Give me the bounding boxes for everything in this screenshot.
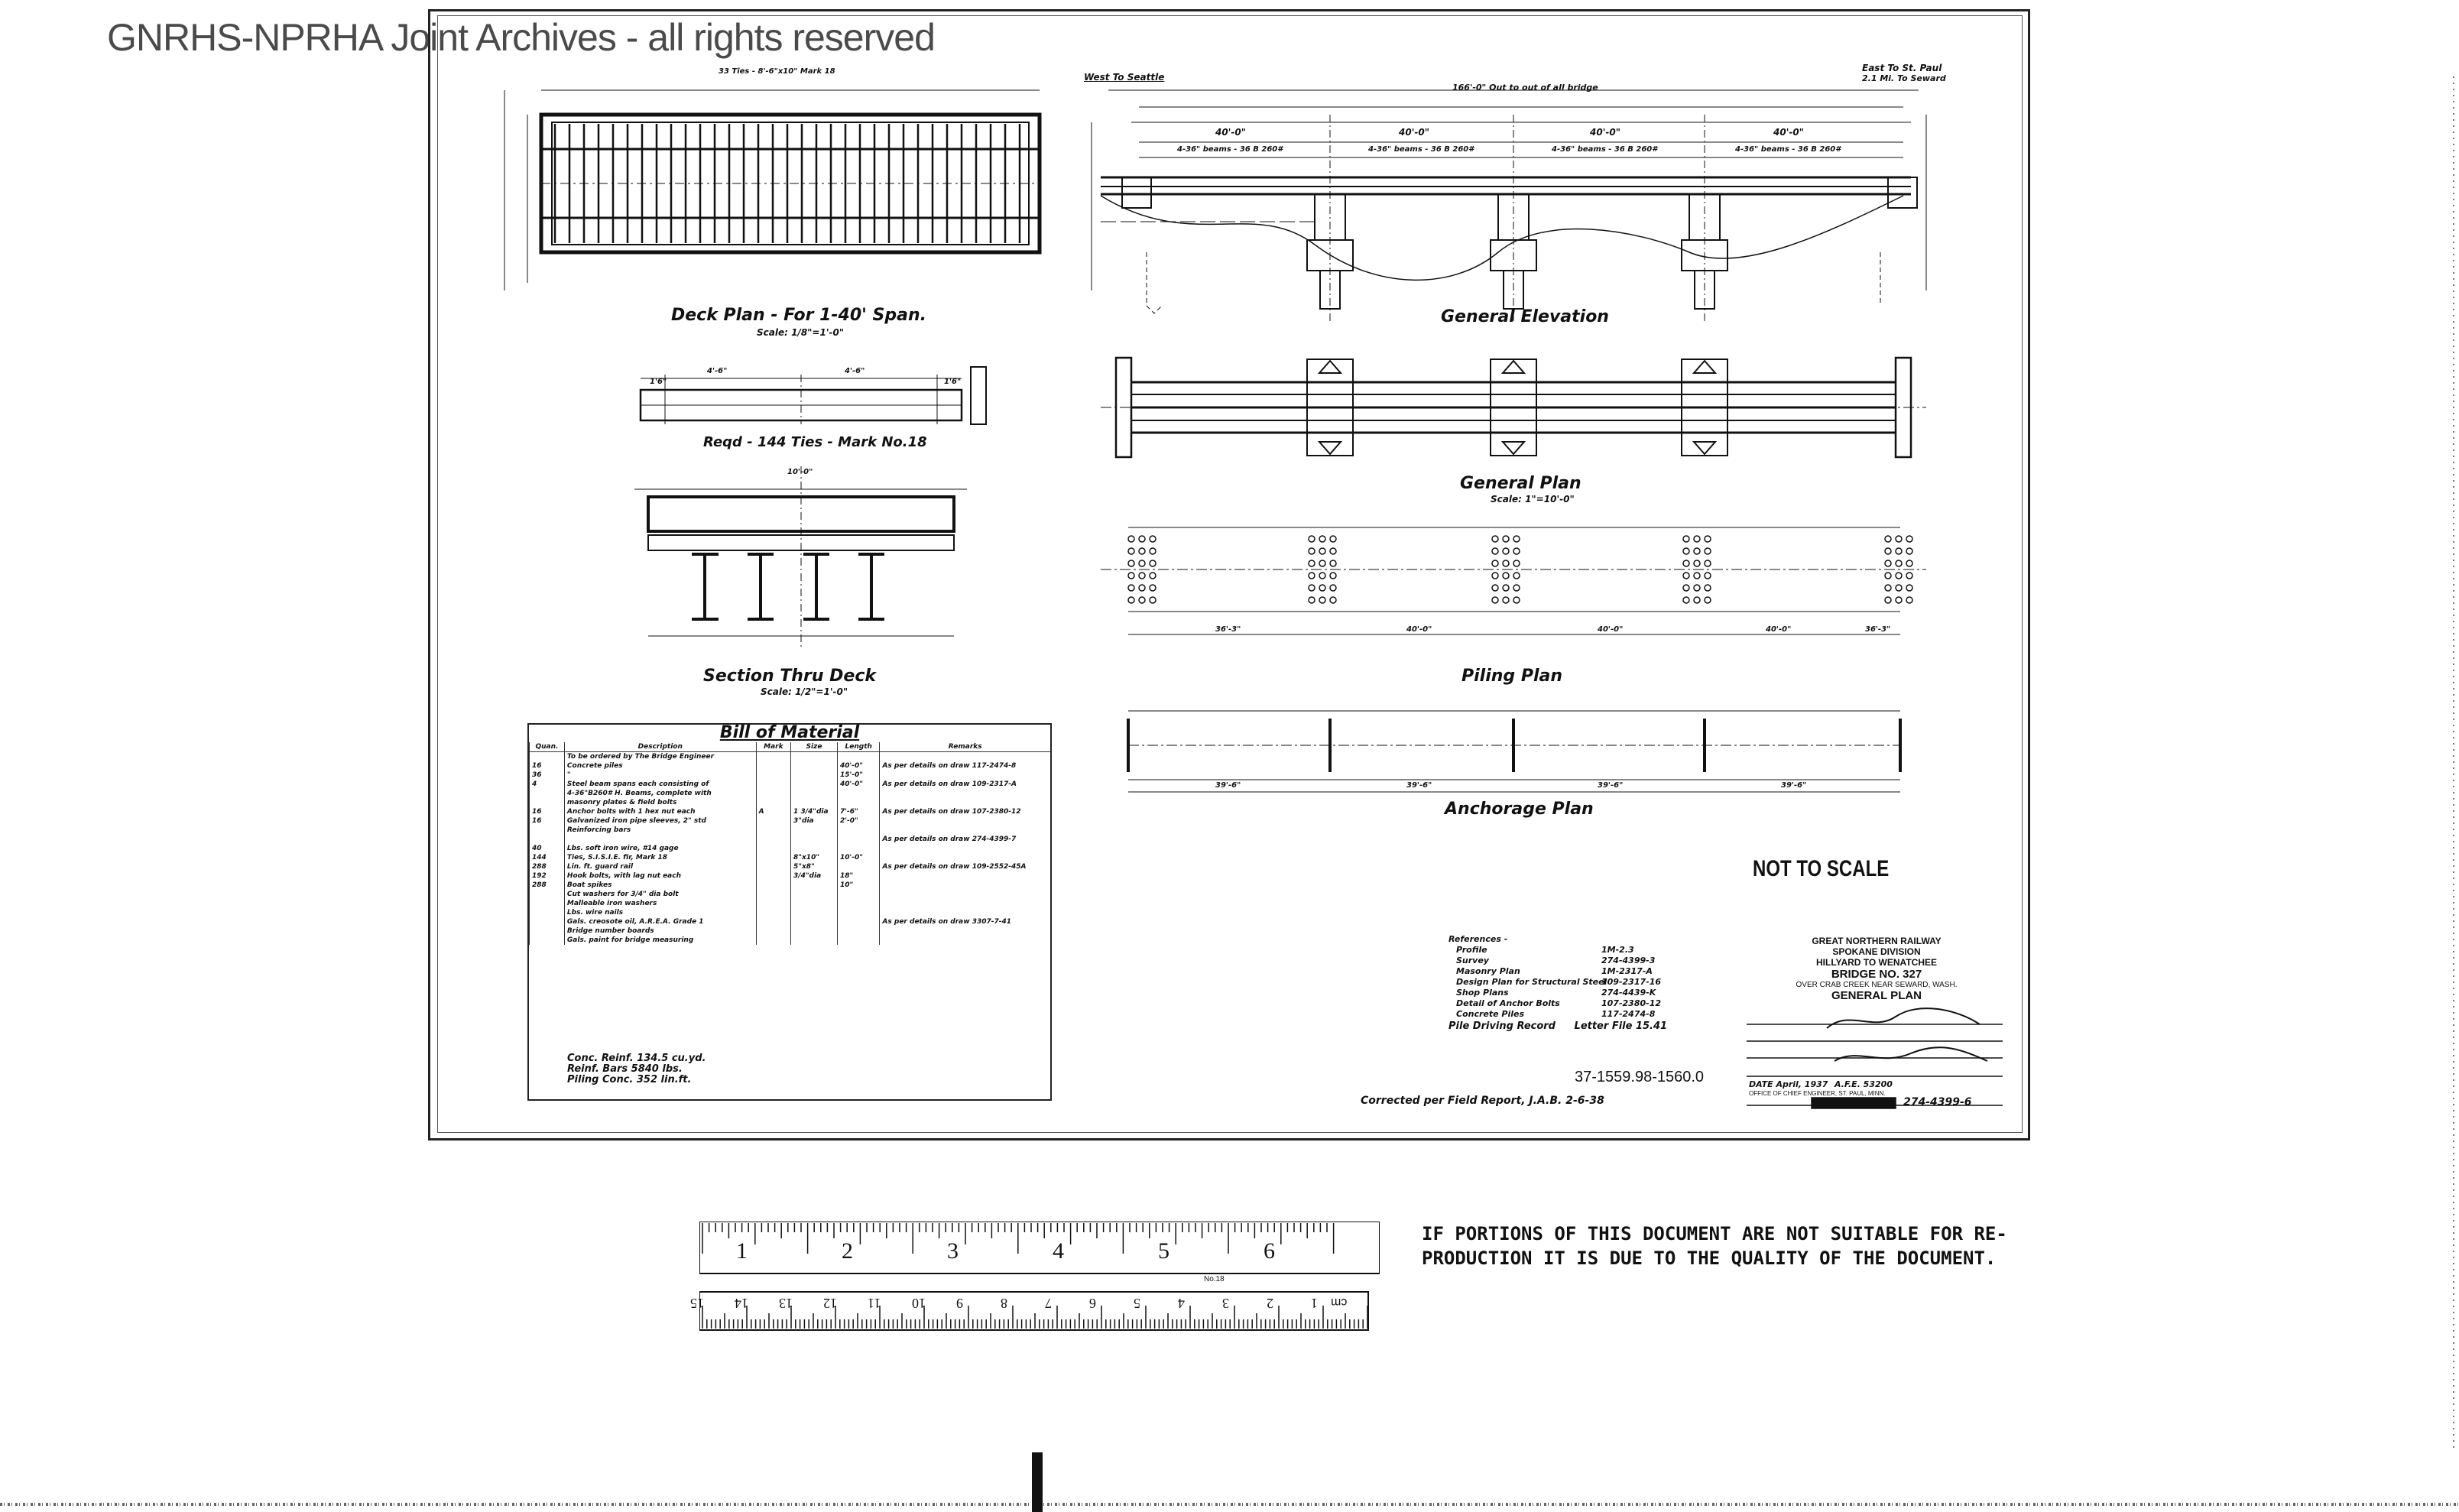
bom-row [530,936,1051,945]
ruler-cm-label: 6 [1089,1296,1096,1311]
ruler-cm-label: 14 [735,1296,748,1311]
reference-number: 107-2380-12 [1601,998,1662,1008]
bom-cell [756,826,790,835]
plan-scale: Scale: 1"=10'-0" [1491,494,1575,505]
beam-label-2: 4-36" beams - 36 B 260# [1368,145,1474,154]
reference-number: 109-2317-16 [1601,977,1662,987]
tb-sheet: GENERAL PLAN [1831,989,1922,1002]
bom-cell: To be ordered by The Bridge Engineer [564,752,756,762]
bom-cell: 8"x10" [791,853,838,862]
pile-dim-5: 36'-3" [1865,625,1891,634]
bom-cell [756,816,790,826]
bom-cell [838,890,880,899]
bom-cell: 16 [530,761,565,771]
scan-artifact-bar [1032,1452,1043,1512]
reference-number: 1M-2.3 [1601,945,1634,955]
bom-cell [530,752,565,762]
bom-cell: masonry plates & field bolts [564,798,756,807]
bom-cell: 5"x8" [791,862,838,871]
bom-cell: Steel beam spans each consisting of [564,780,756,789]
tie-dim-3: 4'-6" [845,367,865,375]
bom-row [530,771,1051,780]
reference-number: 274-4439-K [1601,988,1656,998]
pile-dim-2: 40'-0" [1406,625,1432,634]
bom-cell [756,844,790,853]
bom-cell [880,908,1050,917]
ruler-inch-label: 5 [1158,1238,1169,1264]
reference-name: Concrete Piles [1456,1009,1525,1019]
ruler-cm-label: 4 [1178,1296,1185,1311]
bom-cell [756,789,790,798]
bom-cell [880,826,1050,835]
bom-cell [756,752,790,762]
bom-cell [880,816,1050,826]
deck-plan-drawing [504,90,1040,290]
tie-detail-drawing [641,367,986,424]
bom-row [530,917,1051,926]
bom-row [530,798,1051,807]
bom-cell: Malleable iron washers [564,899,756,908]
bill-of-material-box [527,723,1052,1101]
deck-plan-title: Deck Plan - For 1-40' Span. [671,306,926,325]
disclaimer-line-1: IF PORTIONS OF THIS DOCUMENT ARE NOT SUITABLE FOR RE- [1422,1223,2007,1244]
bom-cell [791,881,838,890]
tb-division: SPOKANE DIVISION [1832,946,1921,957]
ruler-graphic [699,1222,1380,1336]
bom-cell [838,899,880,908]
bom-cell [880,936,1050,945]
ruler-cm-label: 7 [1045,1296,1052,1311]
bom-cell [838,835,880,844]
pile-dim-1: 36'-3" [1215,625,1241,634]
bom-cell: Lbs. wire nails [564,908,756,917]
bom-cell [791,789,838,798]
anchor-dim-3: 39'-6" [1598,781,1624,790]
reference-name: Survey [1456,956,1489,965]
bom-cell [756,853,790,862]
disclaimer-line-2: PRODUCTION IT IS DUE TO THE QUALITY OF THE DOCUMENT. [1422,1248,1997,1269]
bom-row [530,862,1051,871]
bom-row [530,752,1051,762]
bom-row [530,926,1051,936]
span-dim-2: 40'-0" [1399,127,1429,138]
bom-cell: 36 [530,771,565,780]
bom-total-line: Piling Conc. 352 lin.ft. [567,1074,692,1085]
tb-date: DATE April, 1937 [1749,1079,1828,1089]
bom-cell: Bridge number boards [564,926,756,936]
bom-cell [838,826,880,835]
span-dim-4: 40'-0" [1773,127,1804,138]
bom-cell [791,899,838,908]
bom-cell [880,899,1050,908]
tb-bridge: BRIDGE NO. 327 [1831,968,1922,981]
bom-cell [791,761,838,771]
bom-cell: 10" [838,881,880,890]
bom-totals [567,1053,706,1085]
bom-cell: 40'-0" [838,780,880,789]
corrected-note: Corrected per Field Report, J.A.B. 2-6-38 [1361,1095,1604,1107]
bom-cell [530,789,565,798]
pile-dim-4: 40'-0" [1766,625,1792,634]
bom-cell [791,771,838,780]
bom-cell: 1 3/4"dia [791,807,838,816]
bom-cell: As per details on draw 3307-7-41 [880,917,1050,926]
reference-item [1448,998,1667,1009]
pile-record-ref: Letter File 15.41 [1574,1020,1668,1032]
bom-row [530,826,1051,835]
anchor-dim-1: 39'-6" [1215,781,1241,790]
bom-row [530,807,1051,816]
bom-cell: Reinforcing bars [564,826,756,835]
tie-dim-1: 1'6" [650,378,667,386]
bom-cell: Boat spikes [564,881,756,890]
bom-cell: 288 [530,862,565,871]
reproduction-disclaimer [1422,1222,2007,1270]
tie-dim-4: 1'6" [944,378,962,386]
bom-cell [756,899,790,908]
bom-cell: As per details on draw 107-2380-12 [880,807,1050,816]
bom-cell [791,917,838,926]
bom-cell [791,835,838,844]
bom-cell [530,936,565,945]
bom-cell [791,890,838,899]
reference-item [1448,977,1667,988]
bom-col-header: Length [838,742,880,752]
ruler-cm-label: 1 [1311,1296,1318,1311]
anchor-dim-2: 39'-6" [1406,781,1432,790]
bom-cell [756,881,790,890]
bom-total-line: Conc. Reinf. 134.5 cu.yd. [567,1053,706,1064]
title-block [1766,936,1987,1002]
ruler-inch-label: 3 [947,1238,959,1264]
bom-cell [791,908,838,917]
bom-cell [756,780,790,789]
bom-cell: Anchor bolts with 1 hex nut each [564,807,756,816]
bill-of-material-heading: Bill of Material [719,723,860,742]
bom-row [530,853,1051,862]
bom-cell [880,881,1050,890]
not-to-scale-note: NOT TO SCALE [1753,856,1890,881]
bom-cell: A [756,807,790,816]
tb-company: GREAT NORTHERN RAILWAY [1812,936,1942,946]
bom-col-header: Size [791,742,838,752]
general-plan-drawing [1101,358,1926,457]
reference-item [1448,966,1667,977]
bom-cell: 192 [530,871,565,881]
tb-line-name: HILLYARD TO WENATCHEE [1815,957,1937,968]
deck-plan-scale: Scale: 1/8"=1'-0" [757,327,845,338]
bom-cell [530,835,565,844]
bom-cell [756,798,790,807]
bom-cell: " [564,771,756,780]
tb-office: OFFICE OF CHIEF ENGINEER, ST. PAUL, MINN. [1749,1090,1886,1097]
bom-cell [838,862,880,871]
bom-cell [838,844,880,853]
tb-afe: A.F.E. 53200 [1835,1079,1893,1089]
bom-cell: Cut washers for 3/4" dia bolt [564,890,756,899]
bom-cell [791,926,838,936]
bom-cell: 16 [530,816,565,826]
references-list [1448,945,1667,1020]
reference-name: Shop Plans [1456,988,1509,998]
bom-cell [530,926,565,936]
bom-cell: 16 [530,807,565,816]
bom-col-header: Description [564,742,756,752]
reference-number: 117-2474-8 [1601,1009,1656,1019]
piling-title: Piling Plan [1461,667,1562,686]
references-block [1448,934,1667,1032]
bom-col-header: Remarks [880,742,1050,752]
bom-cell [880,752,1050,762]
bom-row [530,881,1051,890]
general-elevation-drawing [1092,90,1926,321]
ruler-cm-label: 13 [779,1296,793,1311]
bom-cell [756,890,790,899]
reference-name: Masonry Plan [1456,966,1520,976]
bom-row [530,844,1051,853]
bom-cell [530,890,565,899]
bom-col-header: Quan. [530,742,565,752]
tie-dim-2: 4'-6" [707,367,728,375]
bom-cell [838,798,880,807]
bom-cell [756,835,790,844]
bom-cell [838,789,880,798]
bom-cell [756,761,790,771]
bom-row [530,761,1051,771]
deck-ties-label: 33 Ties - 8'-6"x10" Mark 18 [719,67,835,76]
bom-header-row [530,742,1051,752]
bom-cell: As per details on draw 109-2552-45A [880,862,1050,871]
bom-row [530,780,1051,789]
anchorage-title: Anchorage Plan [1445,800,1594,819]
bom-cell: As per details on draw 274-4399-7 [880,835,1050,844]
beam-label-1: 4-36" beams - 36 B 260# [1177,145,1283,154]
archive-watermark: GNRHS-NPRHA Joint Archives - all rights reserved [107,16,935,59]
bom-cell [756,771,790,780]
bom-cell [791,798,838,807]
bom-cell [838,908,880,917]
reference-name: Detail of Anchor Bolts [1456,998,1560,1008]
bom-cell: 3"dia [791,816,838,826]
bom-row [530,899,1051,908]
bom-cell [530,908,565,917]
bom-cell [791,780,838,789]
ruler-inch-label: 4 [1053,1238,1064,1264]
reference-name: Design Plan for Structural Steel [1456,977,1607,987]
bom-cell [880,890,1050,899]
bom-cell [530,798,565,807]
bom-cell: 3/4"dia [791,871,838,881]
bom-cell: 2'-0" [838,816,880,826]
bom-cell [530,826,565,835]
ruler-cm-label: 2 [1267,1296,1273,1311]
bom-cell: 15'-0" [838,771,880,780]
bom-cell: 18" [838,871,880,881]
bom-cell [791,752,838,762]
bom-cell: 40 [530,844,565,853]
section-scale: Scale: 1/2"=1'-0" [761,686,848,697]
bom-cell: Gals. paint for bridge measuring [564,936,756,945]
bom-cell: 288 [530,881,565,890]
pile-record-label [1448,1021,1667,1032]
piling-plan-drawing [1101,527,1926,634]
pile-record-text: Pile Driving Record [1448,1020,1556,1032]
bom-cell [880,871,1050,881]
bom-cell [756,871,790,881]
bom-row [530,890,1051,899]
tb-location: OVER CRAB CREEK NEAR SEWARD, WASH. [1796,981,1958,989]
bom-cell [880,771,1050,780]
reference-item [1448,956,1667,966]
bom-row [530,816,1051,826]
ruler-inch-label: 1 [736,1238,748,1264]
bom-cell [564,835,756,844]
ruler-cm-label: 10 [912,1296,926,1311]
bom-cell: As per details on draw 117-2474-8 [880,761,1050,771]
bom-cell [838,752,880,762]
ruler-cm-label: 12 [823,1296,837,1311]
reference-number: 1M-2317-A [1601,966,1653,976]
beam-label-3: 4-36" beams - 36 B 260# [1552,145,1658,154]
bom-cell [880,789,1050,798]
bom-cell [838,936,880,945]
bom-cell: As per details on draw 109-2317-A [880,780,1050,789]
reference-number: 274-4399-3 [1601,956,1656,965]
bom-row [530,789,1051,798]
ruler-unit-label: cm [1331,1296,1348,1309]
bom-cell [530,917,565,926]
ruler-cm-label: 3 [1222,1296,1229,1311]
ruler-cm-label: 15 [690,1296,704,1311]
bom-cell [756,917,790,926]
ties-title: Reqd - 144 Ties - Mark No.18 [703,434,927,450]
ruler-cm-label: 11 [868,1296,881,1311]
ruler-inch-label: 6 [1264,1238,1275,1264]
ruler-cm-label: 8 [1001,1296,1007,1311]
reference-item [1448,945,1667,956]
document-number: 37-1559.98-1560.0 [1575,1069,1705,1085]
east-direction-sublabel: 2.1 Mi. To Seward [1862,73,1946,83]
bom-cell [880,853,1050,862]
reference-item [1448,988,1667,998]
bom-cell: 10'-0" [838,853,880,862]
ruler-cm-label: 9 [956,1296,963,1311]
bom-cell [756,862,790,871]
section-title: Section Thru Deck [703,667,876,686]
bom-cell: 4-36"B260# H. Beams, complete with [564,789,756,798]
bom-cell [880,844,1050,853]
scale-ruler [690,1222,1380,1336]
bom-cell: Hook bolts, with lag nut each [564,871,756,881]
bom-cell [756,926,790,936]
beam-label-4: 4-36" beams - 36 B 260# [1735,145,1841,154]
bom-row [530,908,1051,917]
bom-cell [880,926,1050,936]
span-dim-1: 40'-0" [1215,127,1246,138]
tb-drawing-number: 274-4399-6 [1903,1096,1972,1108]
anchorage-plan-drawing [1128,711,1900,792]
pile-dim-3: 40'-0" [1598,625,1624,634]
bom-cell [530,899,565,908]
bom-cell [838,917,880,926]
bom-cell: 4 [530,780,565,789]
section-thru-deck-drawing [634,466,967,650]
bom-row [530,871,1051,881]
ruler-model-label: No.18 [1204,1275,1225,1283]
plan-title: General Plan [1460,474,1581,493]
bom-row [530,835,1051,844]
bom-cell [838,926,880,936]
section-width-dim: 10'-0" [787,468,813,476]
ruler-inch-label: 2 [842,1238,853,1264]
bill-of-material-table [529,742,1050,945]
bom-cell: 7'-6" [838,807,880,816]
ruler-cm-label: 5 [1134,1296,1140,1311]
bom-cell [791,844,838,853]
bom-cell: 144 [530,853,565,862]
bom-cell [756,936,790,945]
bom-total-line: Reinf. Bars 5840 lbs. [567,1063,683,1075]
east-direction-label: East To St. Paul [1862,63,1942,73]
bom-cell: Concrete piles [564,761,756,771]
bom-cell: Galvanized iron pipe sleeves, 2" std [564,816,756,826]
anchor-dim-4: 39'-6" [1781,781,1807,790]
west-direction-label: West To Seattle [1084,72,1165,83]
bom-cell [880,798,1050,807]
span-dim-3: 40'-0" [1590,127,1620,138]
bom-col-header: Mark [756,742,790,752]
elevation-title: General Elevation [1441,307,1609,326]
bom-cell: 40'-0" [838,761,880,771]
references-heading: References - [1448,934,1508,944]
bom-cell: Ties, S.I.S.I.E. fir, Mark 18 [564,853,756,862]
bom-cell [791,936,838,945]
bom-cell [756,908,790,917]
bom-cell: Lin. ft. guard rail [564,862,756,871]
reference-item [1448,1009,1667,1020]
bom-cell: Gals. creosote oil, A.R.E.A. Grade 1 [564,917,756,926]
reference-name: Profile [1456,945,1487,955]
bom-cell: Lbs. soft iron wire, #14 gage [564,844,756,853]
overall-length-label: 166'-0" Out to out of all bridge [1452,83,1598,92]
bom-cell [791,826,838,835]
